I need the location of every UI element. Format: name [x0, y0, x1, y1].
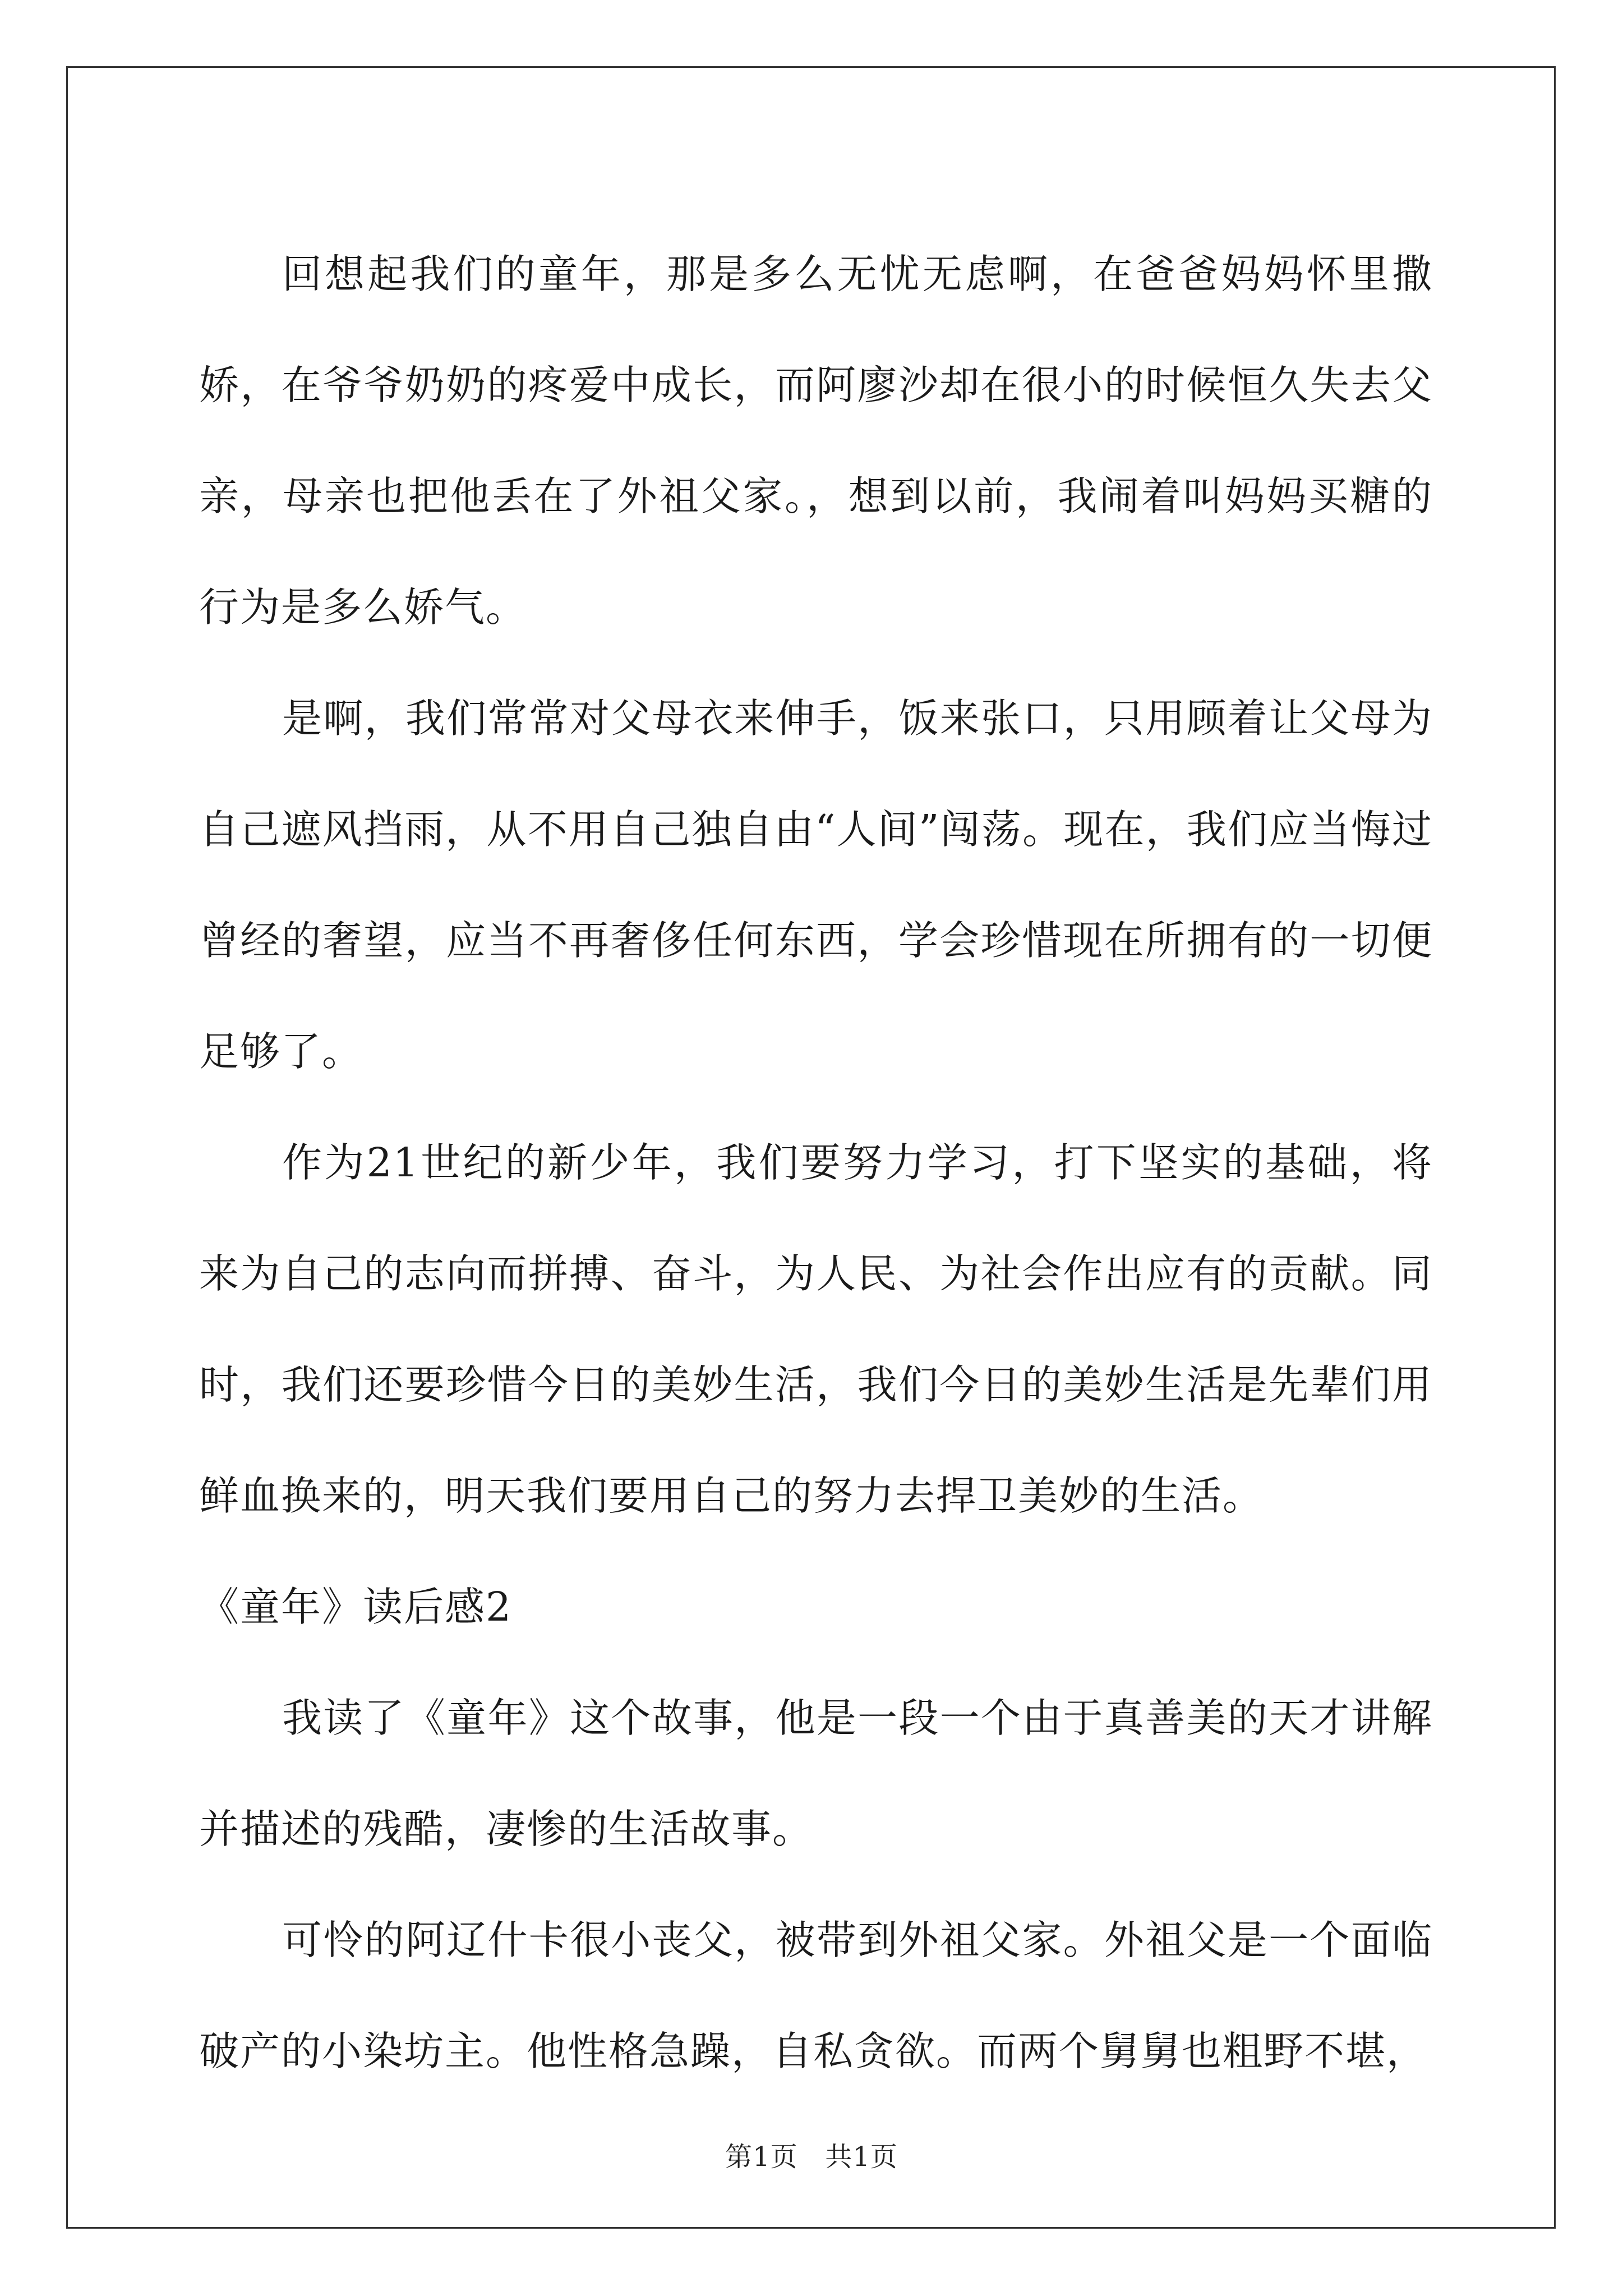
page-total: 共1页 [825, 2141, 898, 2173]
paragraph: 是啊，我们常常对父母衣来伸手，饭来张口，只用顾着让父母为自己遮风挡雨，从不用自己独自由“人间”闯荡。现在，我们应当悔过曾经的奢望，应当不再奢侈任何东西，学会珍惜现在所拥有的一切便足够了。 [199, 695, 1433, 1075]
page-number: 第1页 [725, 2141, 798, 2173]
document-body [199, 219, 1433, 2107]
paragraph: 我读了《童年》这个故事，他是一段一个由于真善美的天才讲解并描述的残酷，凄惨的生活故事。 [199, 1695, 1433, 1852]
paragraph: 作为21世纪的新少年，我们要努力学习，打下坚实的基础，将来为自己的志向而拼搏、奋斗，为人民、为社会作出应有的贡献。同时，我们还要珍惜今日的美妙生活，我们今日的美妙生活是先辈们用鲜血换来的，明天我们要用自己的努力去捍卫美妙的生活。 [199, 1139, 1433, 1519]
page-footer [0, 2135, 1623, 2174]
paragraph: 可怜的阿辽什卡很小丧父，被带到外祖父家。外祖父是一个面临破产的小染坊主。他性格急躁，自私贪欲。而两个舅舅也粗野不堪， [199, 1917, 1433, 2074]
section-title: 《童年》读后感2 [199, 1584, 513, 1630]
paragraph: 回想起我们的童年，那是多么无忧无虑啊，在爸爸妈妈怀里撒娇，在爷爷奶奶的疼爱中成长，而阿廖沙却在很小的时候恒久失去父亲，母亲也把他丢在了外祖父家。，想到以前，我闹着叫妈妈买糖的行为是多么娇气。 [199, 251, 1433, 631]
